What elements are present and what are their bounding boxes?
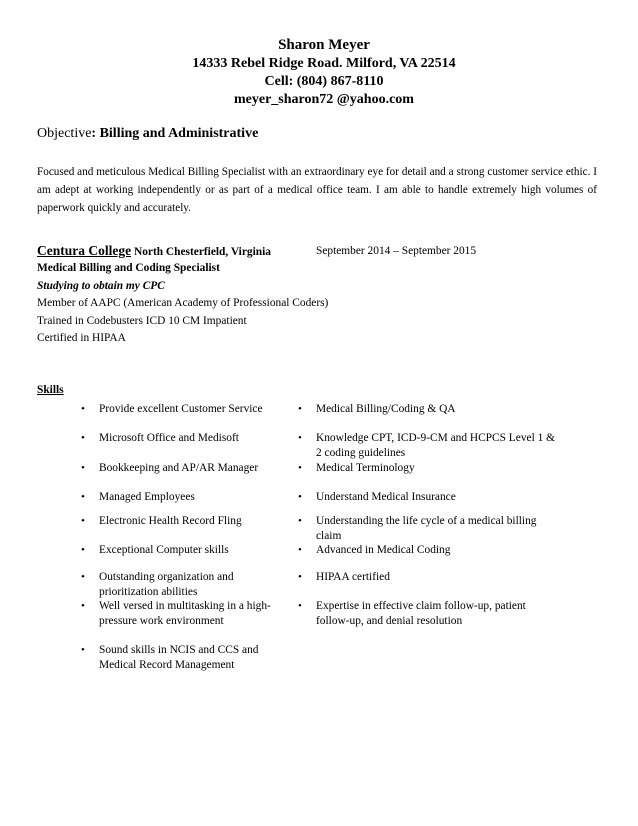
bullet-icon: • (81, 571, 85, 583)
skill-text: Understand Medical Insurance (316, 491, 456, 503)
bullet-icon: • (298, 515, 302, 527)
skill-text: Knowledge CPT, ICD-9-CM and HCPCS Level 1 & 2 coding guidelines (316, 432, 555, 459)
contact-header (0, 36, 638, 109)
bullet-icon: • (81, 432, 85, 444)
college-name: Centura College (37, 243, 132, 258)
skill-text: HIPAA certified (316, 571, 390, 583)
skill-text: Sound skills in NCIS and CCS and Medical Record Management (99, 644, 259, 671)
studying-note: Studying to obtain my CPC (37, 279, 165, 292)
education-section (37, 242, 607, 348)
bullet-icon: • (81, 515, 85, 527)
bullet-icon: • (81, 600, 85, 612)
skill-text: Microsoft Office and Medisoft (99, 432, 239, 444)
bullet-icon: • (298, 571, 302, 583)
education-dates: September 2014 – September 2015 (316, 245, 477, 257)
skill-text: Expertise in effective claim follow-up, patient follow-up, and denial resolution (316, 600, 526, 627)
objective (37, 125, 258, 143)
training: Trained in Codebusters ICD 10 CM Impatient (37, 314, 247, 327)
bullet-icon: • (81, 544, 85, 556)
skill-text: Medical Terminology (316, 462, 415, 474)
membership: Member of AAPC (American Academy of Professional Coders) (37, 297, 329, 309)
candidate-name: Sharon Meyer (278, 37, 370, 53)
skill-text: Medical Billing/Coding & QA (316, 403, 456, 415)
education-heading (37, 242, 607, 260)
address: 14333 Rebel Ridge Road. Milford, VA 22514 (192, 56, 456, 71)
skill-text: Well versed in multitasking in a high-pressure work environment (99, 600, 271, 627)
skill-text: Electronic Health Record Fling (99, 515, 242, 527)
bullet-icon: • (298, 432, 302, 444)
bullet-icon: • (298, 600, 302, 612)
skill-text: Bookkeeping and AP/AR Manager (99, 462, 259, 474)
college-location: North Chesterfield, Virginia (133, 246, 271, 258)
email: meyer_sharon72 @yahoo.com (234, 92, 414, 107)
objective-value: : Billing and Administrative (91, 126, 259, 141)
skill-text: Understanding the life cycle of a medical billing claim (316, 515, 537, 542)
bullet-icon: • (81, 462, 85, 474)
bullet-icon: • (298, 544, 302, 556)
bullet-icon: • (298, 462, 302, 474)
skill-text: Provide excellent Customer Service (99, 403, 263, 415)
skill-text: Outstanding organization and prioritization abilities (99, 571, 234, 598)
skill-text: Exceptional Computer skills (99, 544, 229, 556)
phone: Cell: (804) 867-8110 (264, 74, 384, 89)
skill-text: Advanced in Medical Coding (316, 544, 451, 556)
bullet-icon: • (298, 403, 302, 415)
bullet-icon: • (81, 491, 85, 503)
skill-text: Managed Employees (99, 491, 195, 503)
program-name: Medical Billing and Coding Specialist (37, 262, 220, 274)
skills-heading: Skills (37, 384, 64, 396)
objective-label: Objective (37, 126, 92, 141)
bullet-icon: • (81, 644, 85, 656)
bullet-icon: • (81, 403, 85, 415)
bullet-icon: • (298, 491, 302, 503)
summary-paragraph: Focused and meticulous Medical Billing Specialist with an extraordinary eye for detail and a strong customer service ethic. I am adept at working independently or as part of a medical office team. I am able to handle extremely high volumes of paperwork quickly and accurately. (37, 166, 597, 214)
certification: Certified in HIPAA (37, 332, 126, 344)
